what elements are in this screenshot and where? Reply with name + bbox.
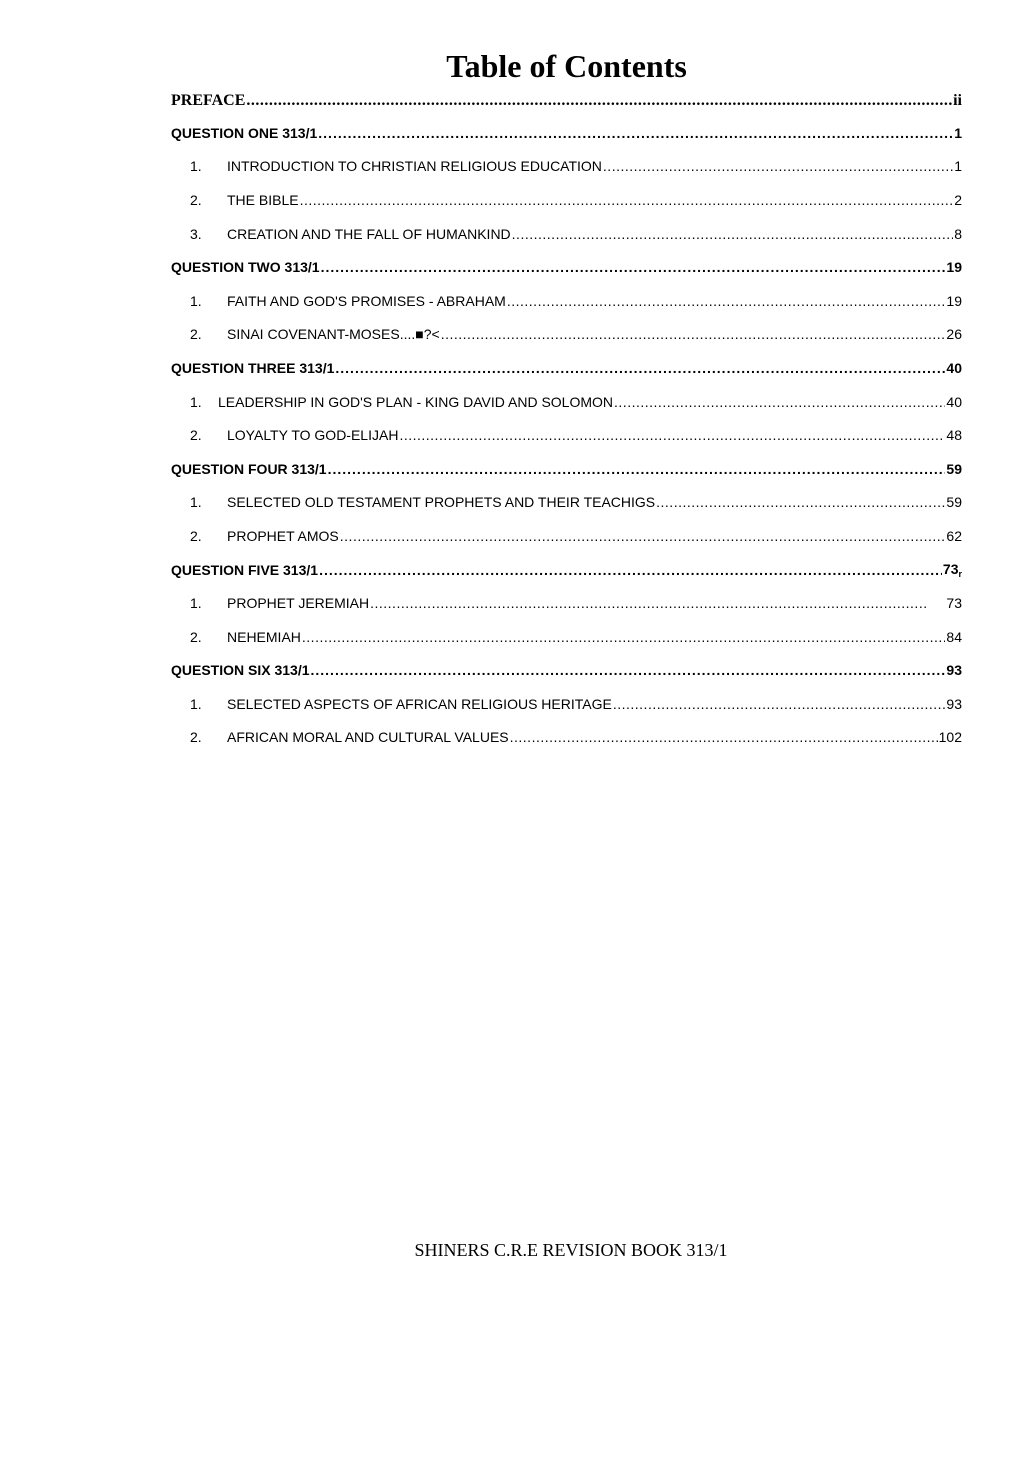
toc-section-label: QUESTION FIVE 313/1 [171, 561, 319, 578]
toc-item[interactable] [171, 519, 962, 553]
dot-leader [319, 563, 942, 577]
dot-leader [302, 630, 946, 644]
toc-item-number: 1. [190, 292, 202, 309]
page-footer: SHINERS C.R.E REVISION BOOK 313/1 [414, 1240, 728, 1260]
toc-item-page: 84 [946, 628, 962, 645]
toc-item-label: THE BIBLE [227, 191, 299, 208]
toc-item-number: 2. [190, 527, 202, 544]
toc-item[interactable] [171, 318, 962, 352]
toc-section-question-five[interactable] [171, 553, 962, 587]
toc-item[interactable] [171, 687, 962, 721]
toc-item[interactable] [171, 721, 962, 755]
dot-leader [510, 730, 938, 744]
toc-item-number: 2. [190, 427, 202, 444]
toc-item-page: 1 [954, 158, 962, 175]
toc-item-number: 1. [190, 494, 202, 511]
dot-leader [340, 529, 946, 543]
toc-section-label: QUESTION ONE 313/1 [171, 124, 318, 141]
toc-item-page: 2 [954, 191, 962, 208]
toc-item[interactable] [171, 586, 962, 620]
toc-item-number: 2. [190, 729, 202, 746]
toc-section-page: 59 [946, 460, 962, 477]
toc-item-label: INTRODUCTION TO CHRISTIAN RELIGIOUS EDUCATION [227, 158, 602, 175]
toc-section-question-six[interactable] [171, 654, 962, 688]
toc-section-question-two[interactable] [171, 250, 962, 284]
toc-item-label: NEHEMIAH [227, 628, 301, 645]
toc-item[interactable] [171, 284, 962, 318]
toc-item[interactable] [171, 620, 962, 654]
toc-item-page: 59 [946, 494, 962, 511]
toc-item-label: LEADERSHIP IN GOD'S PLAN - KING DAVID AND SOLOMON [218, 393, 614, 410]
dot-leader [300, 193, 954, 207]
dot-leader [614, 395, 945, 409]
toc-section-page-number: 73 [942, 560, 959, 577]
page-title: Table of Contents [446, 48, 687, 84]
dot-leader [441, 327, 946, 341]
dot-leader [335, 361, 945, 375]
toc-item[interactable] [171, 150, 962, 184]
toc-section-label: QUESTION SIX 313/1 [171, 662, 310, 679]
toc-section-label: QUESTION FOUR 313/1 [171, 460, 327, 477]
dot-leader [318, 126, 953, 140]
toc-item-label: SELECTED OLD TESTAMENT PROPHETS AND THEIR TEACHIGS [227, 494, 656, 511]
toc-item[interactable] [171, 385, 962, 419]
toc-entry-preface[interactable] [171, 86, 962, 116]
table-of-contents [171, 86, 962, 754]
toc-section-page [943, 561, 962, 579]
toc-section-page: 40 [946, 359, 962, 376]
toc-item-number: 1. [190, 393, 202, 410]
toc-section-question-three[interactable] [171, 351, 962, 385]
dot-leader [311, 663, 946, 677]
toc-item-label: SINAI COVENANT-MOSES....■?< [227, 326, 440, 343]
toc-item-page: 93 [946, 695, 962, 712]
dot-leader [613, 697, 946, 711]
toc-item-page: 102 [938, 729, 962, 746]
toc-item-page: 26 [946, 326, 962, 343]
toc-item-label: PROPHET JEREMIAH [227, 595, 370, 612]
toc-item-page: 8 [954, 225, 962, 242]
toc-section-page: 1 [954, 124, 962, 141]
toc-item-page: 19 [946, 292, 962, 309]
toc-section-label: QUESTION THREE 313/1 [171, 359, 335, 376]
toc-item[interactable] [171, 183, 962, 217]
toc-item-page: 48 [946, 427, 962, 444]
toc-item-page: 73 [946, 595, 962, 612]
toc-item[interactable] [171, 217, 962, 251]
toc-section-question-one[interactable] [171, 116, 962, 150]
dot-leader [507, 294, 946, 308]
toc-section-page: 19 [946, 259, 962, 276]
toc-item-label: FAITH AND GOD'S PROMISES - ABRAHAM [227, 292, 506, 309]
page-mark: r [958, 568, 962, 579]
toc-item-number: 2. [190, 628, 202, 645]
toc-item[interactable] [171, 486, 962, 520]
toc-item-label: SELECTED ASPECTS OF AFRICAN RELIGIOUS HERITAGE [227, 695, 612, 712]
toc-item-label: AFRICAN MORAL AND CULTURAL VALUES [227, 729, 509, 746]
toc-item-number: 1. [190, 595, 202, 612]
dot-leader [246, 94, 952, 108]
toc-item-number: 1. [190, 695, 202, 712]
toc-section-label: QUESTION TWO 313/1 [171, 259, 320, 276]
toc-item-number: 2. [190, 191, 202, 208]
toc-item-page: 40 [946, 393, 962, 410]
toc-item-number: 1. [190, 158, 202, 175]
dot-leader [370, 596, 928, 610]
toc-item-number: 3. [190, 225, 202, 242]
dot-leader [321, 260, 946, 274]
dot-leader [512, 227, 954, 241]
dot-leader [328, 462, 946, 476]
toc-entry-page: ii [953, 92, 962, 109]
dot-leader [603, 159, 953, 173]
dot-leader [656, 495, 945, 509]
toc-item-label: PROPHET AMOS [227, 527, 339, 544]
toc-item-number: 2. [190, 326, 202, 343]
toc-item-page: 62 [946, 527, 962, 544]
toc-item-label: LOYALTY TO GOD-ELIJAH [227, 427, 399, 444]
dot-leader [399, 428, 945, 442]
toc-item[interactable] [171, 418, 962, 452]
toc-item-label: CREATION AND THE FALL OF HUMANKIND [227, 225, 511, 242]
toc-section-page: 93 [946, 662, 962, 679]
toc-section-question-four[interactable] [171, 452, 962, 486]
toc-entry-label: PREFACE [171, 92, 246, 109]
